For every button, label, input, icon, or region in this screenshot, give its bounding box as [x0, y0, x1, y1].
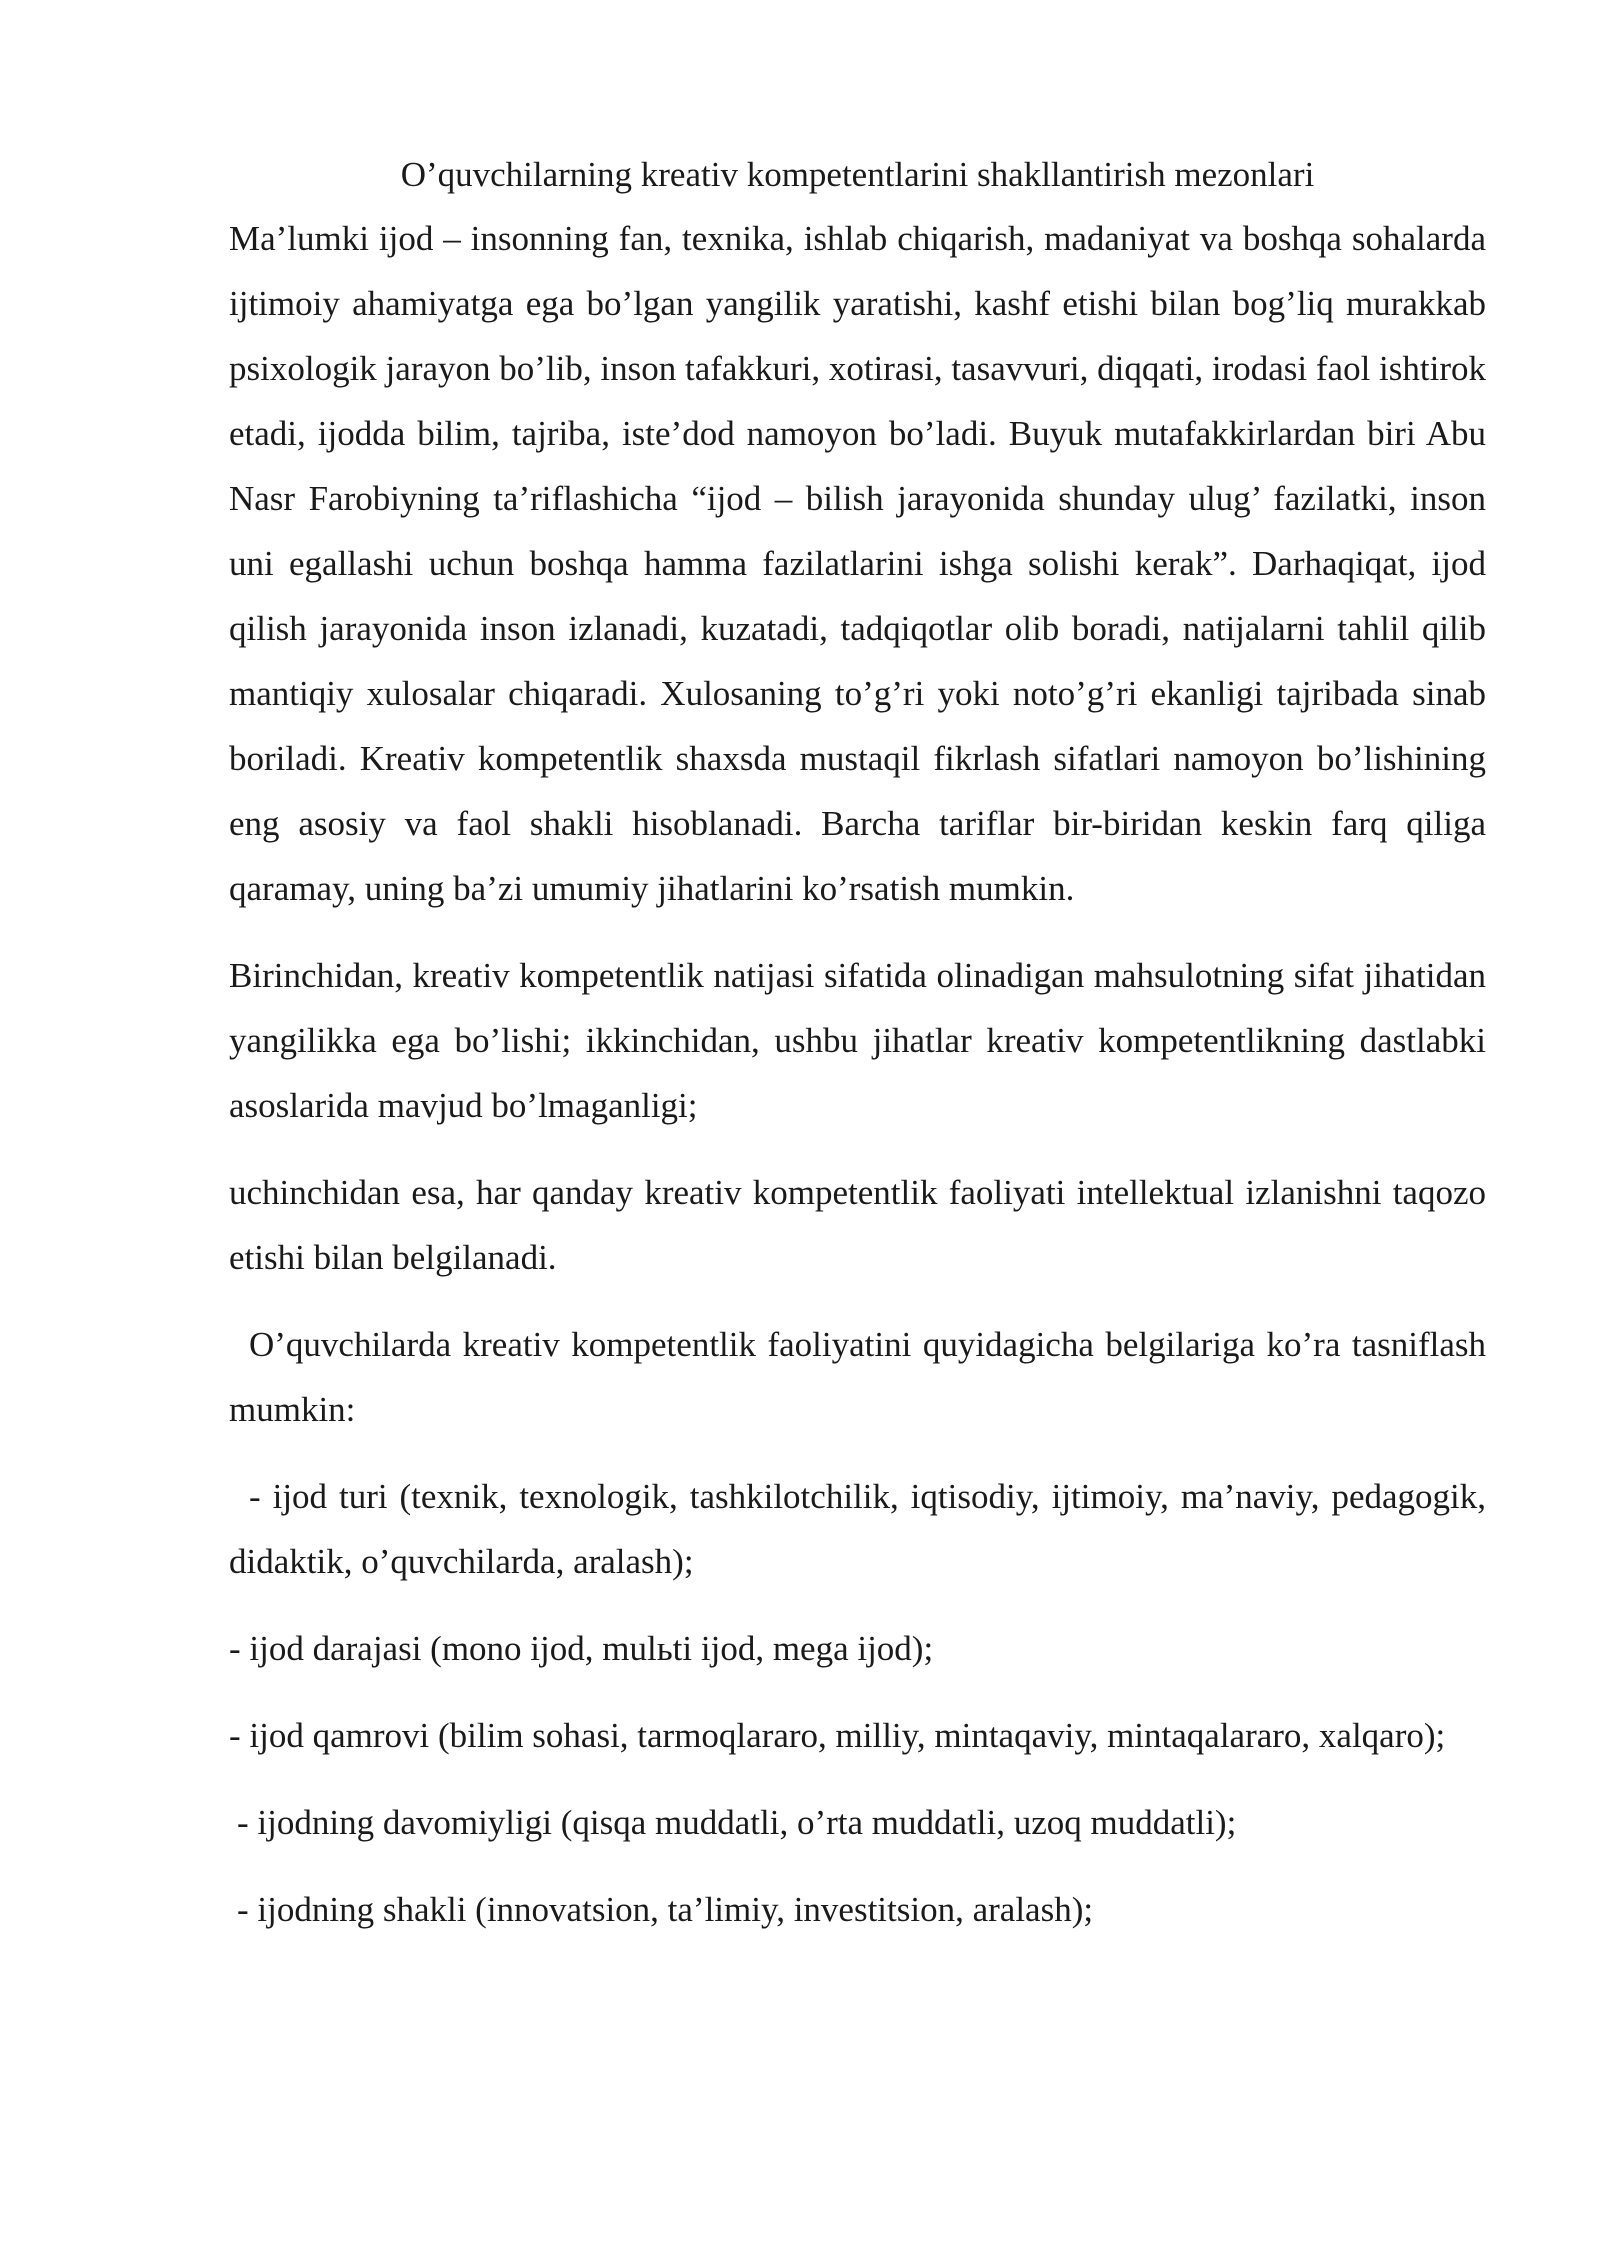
document-body: [229, 150, 1486, 1964]
paragraph-first-second: Birinchidan, kreativ kompetentlik natijasi sifatida olinadigan mahsulotning sifat jihatidan yangilikka ega bo’lishi; ikkinchidan, ushbu jihatlar kreativ kompetentlikning dastlabki asoslarida mavjud bo’lmaganligi;: [229, 956, 1486, 1125]
paragraph-third: uchinchidan esa, har qanday kreativ kompetentlik faoliyati intellektual izlanishni taqozo etishi bilan belgilanadi.: [229, 1173, 1486, 1277]
paragraph-classification-intro: O’quvchilarda kreativ kompetentlik faoliyatini quyidagicha belgilariga ko’ra tasniflash mumkin:: [229, 1325, 1486, 1429]
list-item-ijod-turi: - ijod turi (texnik, texnologik, tashkilotchilik, iqtisodiy, ijtimoiy, ma’naviy, pedagogik, didaktik, o’quvchilarda, aralash);: [229, 1477, 1486, 1581]
list-item-ijod-qamrovi: - ijod qamrovi (bilim sohasi, tarmoqlararo, milliy, mintaqaviy, mintaqalararo, xalqaro);: [229, 1716, 1446, 1755]
list-item-ijod-shakli: - ijodning shakli (innovatsion, ta’limiy, investitsion, aralash);: [237, 1890, 1094, 1929]
document-title: O’quvchilarning kreativ kompetentlarini shakllantirish mezonlari: [400, 155, 1315, 194]
paragraph-intro: Ma’lumki ijod – insonning fan, texnika, ishlab chiqarish, madaniyat va boshqa sohalarda ijtimoiy ahamiyatga ega bo’lgan yangilik yaratishi, kashf etishi bilan bog’liq murakkab psixologik jarayon bo’lib, inson tafakkuri, xotirasi, tasavvuri, diqqati, irodasi faol ishtirok etadi, ijodda bilim, tajriba, iste’dod namoyon bo’ladi. Buyuk mutafakkirlardan biri Abu Nasr Farobiyning ta’riflashicha “ijod – bilish jarayonida shunday ulug’ fazilatki, inson uni egallashi uchun boshqa hamma fazilatlarini ishga solishi kerak”. Darhaqiqat, ijod qilish jarayonida inson izlanadi, kuzatadi, tadqiqotlar olib boradi, natijalarni tahlil qilib mantiqiy xulosalar chiqaradi. Xulosaning to’g’ri yoki noto’g’ri ekanligi tajribada sinab boriladi. Kreativ kompetentlik shaxsda mustaqil fikrlash sifatlari namoyon bo’lishining eng asosiy va faol shakli hisoblanadi. Barcha tariflar bir-biridan keskin farq qiliga qaramay, uning ba’zi umumiy jihatlarini ko’rsatish mumkin.: [229, 219, 1486, 908]
list-item-ijod-davomiyligi: - ijodning davomiyligi (qisqa muddatli, o’rta muddatli, uzoq muddatli);: [237, 1803, 1237, 1842]
list-item-ijod-darajasi: - ijod darajasi (mono ijod, mulьti ijod, mega ijod);: [229, 1629, 934, 1668]
